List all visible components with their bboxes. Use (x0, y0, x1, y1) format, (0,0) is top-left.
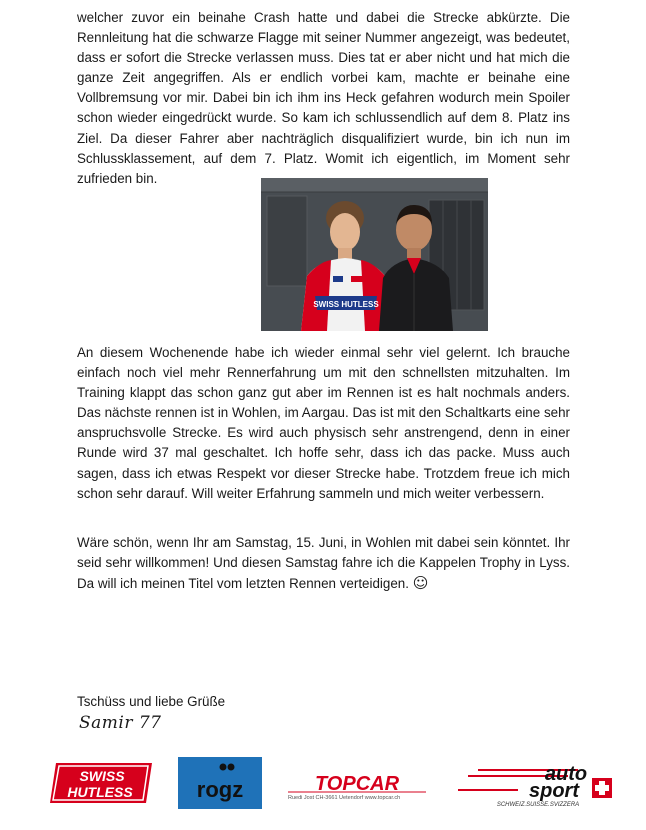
paragraph-invitation (77, 533, 570, 594)
photo-illustration (261, 178, 488, 331)
closing-greeting: Tschüss und liebe Grüße (77, 694, 226, 709)
autosport-line1: auto (544, 763, 588, 785)
topcar-text: TOPCAR (314, 773, 400, 795)
suit-lettering: SWISS HUTLESS (313, 300, 379, 309)
swiss-hutless-logo (48, 760, 154, 806)
autosport-logo (458, 760, 618, 808)
smiley-icon: ☺ (412, 574, 429, 593)
swiss-hutless-line1: SWISS (79, 768, 125, 784)
topcar-address: Ruedi Jost CH-3661 Uetendorf www.topcar.ch (288, 795, 401, 801)
autosport-sub: SCHWEIZ.SUISSE.SVIZZERA (496, 802, 580, 808)
paragraph-learnings: An diesem Wochenende habe ich wieder einmal sehr viel gelernt. Ich brauche einfach noch viel mehr Rennerfahrung um mit den schnellsten mitzuhalten. Im Training klappt das schon ganz gut aber im Rennen ist es halt nochmals anders. Das nächste rennen ist in Wohlen, im Aargau. Das ist mit den Schaltkarts eine sehr anspruchsvolle Strecke. Es wird auch physisch sehr anstrengend, denn in einer Runde wird 37 mal geschaltet. Ich hoffe sehr, dass ich das packe. Muss auch sagen, dass ich etwas Respekt vor dieser Strecke habe. Trotzdem freue ich mich schon sehr darauf. Will weiter Erfahrung sammeln und mich weiter verbessern. (77, 345, 570, 501)
signature: Samir 77 (79, 713, 162, 733)
rogz-text: rogz (196, 777, 244, 802)
topcar-logo (284, 770, 430, 802)
swiss-hutless-line2: HUTLESS (67, 784, 133, 800)
invitation-text: Wäre schön, wenn Ihr am Samstag, 15. Juni, in Wohlen mit dabei sein könntet. Ihr seid sehr willkommen! Und diesen Samstag fahre ich die Kappelen Trophy in Lyss. Da will ich meinen Titel vom letzten Rennen verteidigen. (77, 535, 570, 592)
rogz-logo (178, 757, 262, 809)
autosport-line2: sport (529, 780, 579, 802)
driver-photo (261, 178, 488, 331)
paragraph-race-report: welcher zuvor ein beinahe Crash hatte und dabei die Strecke abkürzte. Die Rennleitung hat die schwarze Flagge mit seiner Nummer angezeigt, was bedeutet, dass er sofort die Strecke verlassen muss. Dies tat er aber nicht und hat mich die ganze Zeit angegriffen. Als er endlich vorbei kam, machte er beinahe eine Vollbremsung vor mir. Dabei bin ich ihm ins Heck gefahren wodurch mein Spoiler schon wieder eingedrückt wurde. So kam ich schlussendlich auf dem 8. Platz ins Ziel. Da dieser Fahrer aber nachträglich disqualifiziert wurde, bin ich nun im Schlussklassement, auf dem 7. Platz. Womit ich eigentlich, im Moment sehr zufrieden bin. (77, 10, 570, 186)
